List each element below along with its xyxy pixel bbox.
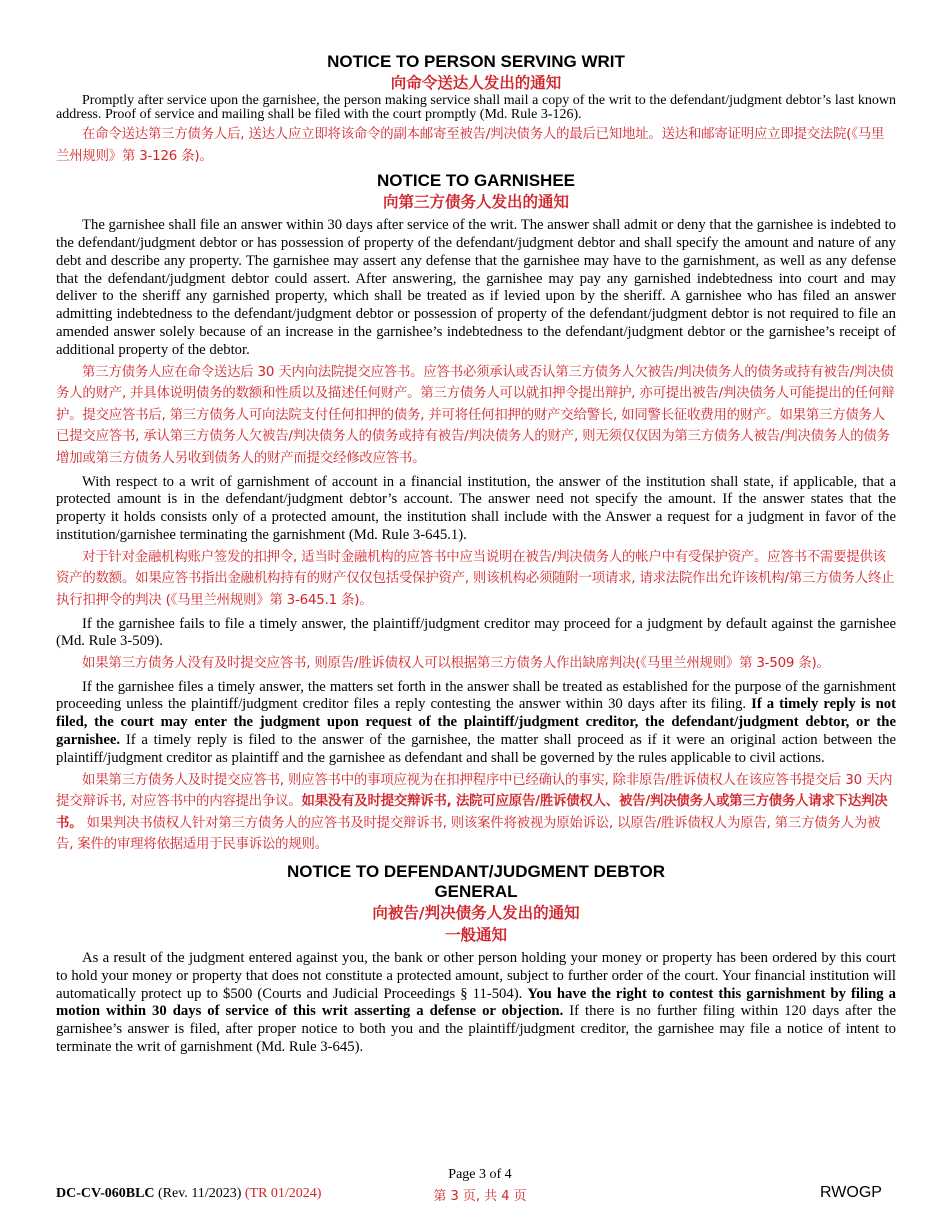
defendant-bold: You have the right to contest this garnishment by filing a motion within 30 days of service of this writ asserting a defense or objection. xyxy=(56,985,896,1020)
form-short-code: RWOGP xyxy=(820,1184,882,1201)
paragraph-serving-writ: Promptly after service upon the garnishee, the person making service shall mail a copy of the writ to the defendant/judgment debtor’s last known address. Proof of service and mailing shall be filed with the court promptly (Md. Rule 3-126). xyxy=(56,93,896,122)
defendant-text-a: As a result of the judgment entered against you, the bank or other person holding your money or property has been ordered by this court to hold your money or property that does not constitute a protected amount, subject to further order of the court. Your financial institution will automatically protect up to $500 (Courts and Judicial Proceedings § 11-504). xyxy=(56,950,896,1002)
timely-answer-bold: If a timely reply is not filed, the court may enter the judgment upon request of the plaintiff/judgment creditor, the defendant/judgment debtor, or the garnishee. xyxy=(56,696,896,749)
section-title-defendant-cn: 向被告/判决债务人发出的通知 xyxy=(372,904,580,923)
paragraph-financial-institution-cn: 对于针对金融机构账户签发的扣押令, 适当时金融机构的应答书中应当说明在被告/判决债务人的帐户中有受保护资产。应答书不需要提供该资产的数额。如果应答书指出金融机构持有的财产仅仅包括受保护资产, 则该机构必须随附一项请求, 请求法院作出允许该机构/第三方债务人终止执行扣押令的判决 (《马里兰州规则》第 3-645.1 条)。 xyxy=(56,549,895,608)
form-revision: (Rev. 11/2023) xyxy=(154,1186,245,1201)
translation-revision: (TR 01/2024) xyxy=(244,1186,322,1201)
page-number xyxy=(390,1164,570,1208)
paragraph-default-judgment: If the garnishee fails to file a timely answer, the plaintiff/judgment creditor may proceed for a judgment by default against the garnishee (Md. Rule 3-509). xyxy=(56,615,896,650)
paragraph-financial-institution: With respect to a writ of garnishment of account in a financial institution, the answer of the institution shall state, if applicable, that a protected amount is in the defendant/judgment debtor’s account. The answer need not specify the amount. If the answer states that the property it holds consists only of a protected amount, the institution shall include with the Answer a request for a judgment in favor of the institution/garnishee terminating the garnishment (Md. Rule 3-645.1). xyxy=(56,473,896,543)
section-title-garnishee: NOTICE TO GARNISHEE xyxy=(376,171,576,191)
section-title-garnishee-cn: 向第三方债务人发出的通知 xyxy=(382,193,569,212)
page-number-en: Page 3 of 4 xyxy=(448,1167,512,1182)
timely-answer-text-a: If the garnishee files a timely answer, the matters set forth in the answer shall be treated as established for the purpose of the garnishment proceeding unless the plaintiff/judgment creditor files a reply contesting the answer within 30 days after its filing. xyxy=(56,678,896,713)
form-identifier xyxy=(56,1186,321,1202)
timely-answer-cn-bold: 如果没有及时提交辩诉书, 法院可应原告/胜诉债权人、被告/判决债务人或第三方债务人请求下达判决书。 xyxy=(56,794,888,831)
paragraph-garnishee-answer: The garnishee shall file an answer within 30 days after service of the writ. The answer shall admit or deny that the garnishee is indebted to the defendant/judgment debtor or has possession of property of the defendant/judgment debtor and shall specify the amount and nature of any debt and describe any property. The garnishee may assert any defense that the garnishee may have to the garnishment, as well as any defense that the defendant/judgment debtor could assert. After answering, the garnishee may pay any garnished indebtedness into court and may deliver to the sheriff any garnished property, which shall be treated as if levied upon by the sheriff. A garnishee who has filed an answer admitting indebtedness to the defendant/judgment debtor or possession of property of the defendant/judgment debtor is not required to file an amended answer solely because of an increase in the garnishee’s indebtedness to the defendant/judgment debtor or the garnishee’s receipt of additional property of the debtor. xyxy=(56,217,896,358)
section-title-serving-writ-cn: 向命令送达人发出的通知 xyxy=(390,74,562,92)
timely-answer-cn-a: 如果第三方债务人及时提交应答书, 则应答书中的事项应视为在扣押程序中已经确认的事实, 除非原告/胜诉债权人在该应答书提交后 30 天内提交辩诉书, 对应答书中的内容提出争议。 xyxy=(56,772,893,810)
document-page xyxy=(56,52,896,1057)
paragraph-default-judgment-cn: 如果第三方债务人没有及时提交应答书, 则原告/胜诉债权人可以根据第三方债务人作出缺席判决(《马里兰州规则》第 3-509 条)。 xyxy=(82,656,830,672)
timely-answer-text-b: If a timely reply is filed to the answer of the garnishee, the matter shall proceed as if it were an original action between the plaintiff/judgment creditor as plaintiff and the garnishee as defendant and shall be governed by the rules applicable to civil actions. xyxy=(56,732,896,766)
section-subtitle-general-cn: 一般通知 xyxy=(444,926,507,945)
paragraph-timely-answer-cn xyxy=(56,770,896,856)
paragraph-defendant-general xyxy=(56,950,896,1057)
timely-answer-cn-b: 如果判决书债权人针对第三方债务人的应答书及时提交辩诉书, 则该案件将被视为原始诉讼, 以原告/胜诉债权人为原告, 第三方债务人为被告, 案件的审理将依据适用于民事诉讼的规则。 xyxy=(56,815,881,853)
paragraph-timely-answer xyxy=(56,679,896,768)
form-code: DC-CV-060BLC xyxy=(56,1186,155,1201)
paragraph-garnishee-answer-cn: 第三方债务人应在命令送达后 30 天内向法院提交应答书。应答书必须承认或否认第三方债务人欠被告/判决债务人的债务或持有被告/判决债务人的财产, 并具体说明债务的数额和性质以及描述任何财产。第三方债务人可以就扣押令提出辩护, 亦可提出被告/判决债务人可能提出的任何辩护。提交应答书后, 第三方债务人可向法院支付任何扣押的债务, 并可将任何扣押的财产交给警长, 如同警长征收费用的财产。如果第三方债务人已提交应答书, 承认第三方债务人欠被告/判决债务人的债务或持有被告/判决债务人的财产, 则无须仅仅因为第三方债务人被告/判决债务人的债务增加或第三方债务人另收到债务人的财产而提交经修改应答书。 xyxy=(56,364,895,466)
section-title-defendant: NOTICE TO DEFENDANT/JUDGMENT DEBTOR xyxy=(286,862,666,882)
defendant-text-b: If there is no further filing within 120 days after the garnishee’s answer is filed, after proper notice to both you and the plaintiff/judgment creditor, the garnishee may file a notice of intent to terminate the writ of garnishment (Md. Rule 3-645). xyxy=(56,1003,896,1056)
page-number-cn: 第 3 页, 共 4 页 xyxy=(433,1189,527,1204)
paragraph-serving-writ-cn: 在命令送达第三方债务人后, 送达人应立即将该命令的副本邮寄至被告/判决债务人的最后已知地址。送达和邮寄证明应立即提交法院(《马里兰州规则》第 3-126 条)。 xyxy=(56,127,885,164)
section-title-serving-writ: NOTICE TO PERSON SERVING WRIT xyxy=(327,52,625,71)
section-subtitle-general: GENERAL xyxy=(434,882,518,902)
